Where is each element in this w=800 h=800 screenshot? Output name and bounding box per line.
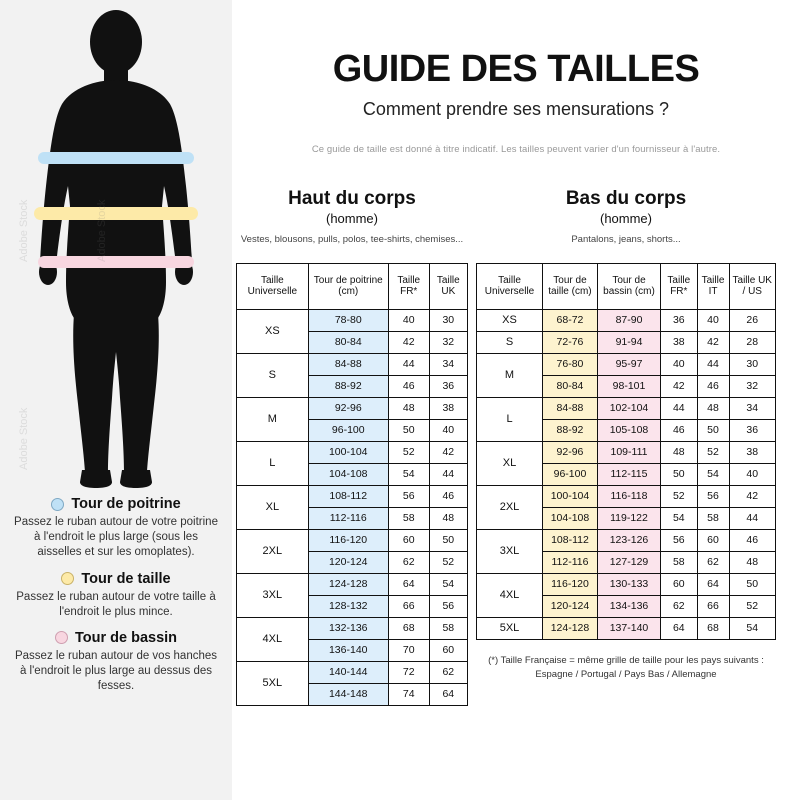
table-cell: 44 [697,353,729,375]
upper-body-table [236,263,468,706]
table-cell: 44 [729,507,776,529]
table-cell: 62 [388,551,429,573]
table-header-row [237,263,468,309]
table-cell: 40 [697,309,729,331]
footnote-text: (*) Taille Française = même grille de taille pour les pays suivants : Espagne / Portugal / Pays Bas / Allemagne [488,654,764,680]
size-universal-cell: 5XL [237,661,309,705]
column-header: Taille FR* [661,263,697,309]
size-universal-cell: M [477,353,543,397]
table-cell: 48 [697,397,729,419]
watermark: Adobe Stock [18,407,30,470]
table-cell: 50 [729,573,776,595]
table-cell: 130-133 [597,573,660,595]
table-cell: 48 [429,507,467,529]
table-cell: 102-104 [597,397,660,419]
table-cell: 62 [661,595,697,617]
size-universal-cell: M [237,397,309,441]
size-universal-cell: 5XL [477,617,543,639]
table-cell: 48 [661,441,697,463]
table-cell: 144-148 [308,683,388,705]
table-cell: 54 [429,573,467,595]
page-title: GUIDE DES TAILLES [332,48,700,90]
legend-title-text: Tour de taille [81,570,171,587]
hip-color-dot-icon [55,631,68,644]
table-cell: 124-128 [543,617,598,639]
table-cell: 88-92 [308,375,388,397]
table-cell: 40 [661,353,697,375]
header [232,0,800,155]
table-cell: 108-112 [308,485,388,507]
table-cell: 48 [388,397,429,419]
table-cell: 50 [661,463,697,485]
table-cell: 136-140 [308,639,388,661]
chest-color-dot-icon [51,498,64,511]
table-cell: 46 [429,485,467,507]
table-cell: 64 [429,683,467,705]
table-cell: 48 [729,551,776,573]
size-universal-cell: 2XL [237,529,309,573]
table-row [477,617,776,639]
table-row [477,573,776,595]
table-cell: 109-111 [597,441,660,463]
table-cell: 56 [697,485,729,507]
size-universal-cell: 3XL [477,529,543,573]
left-panel [0,0,232,800]
table-cell: 28 [729,331,776,353]
column-header: Taille Universelle [237,263,309,309]
column-header: Taille UK [429,263,467,309]
table-cell: 119-122 [597,507,660,529]
lower-body-section [476,188,776,706]
table-row [477,441,776,463]
table-cell: 50 [697,419,729,441]
size-universal-cell: L [477,397,543,441]
table-cell: 124-128 [308,573,388,595]
table-cell: 84-88 [308,353,388,375]
table-cell: 128-132 [308,595,388,617]
upper-table-description: Vestes, blousons, pulls, polos, tee-shirts, chemises... [240,234,464,245]
size-universal-cell: 2XL [477,485,543,529]
size-universal-cell: XL [477,441,543,485]
table-cell: 46 [729,529,776,551]
table-cell: 80-84 [543,375,598,397]
table-cell: 96-100 [543,463,598,485]
table-cell: 68 [388,617,429,639]
table-cell: 116-120 [308,529,388,551]
table-cell: 120-124 [543,595,598,617]
table-cell: 78-80 [308,309,388,331]
table-cell: 44 [388,353,429,375]
table-cell: 38 [729,441,776,463]
table-cell: 104-108 [543,507,598,529]
table-cell: 52 [661,485,697,507]
table-cell: 54 [729,617,776,639]
table-row [477,331,776,353]
lower-table-title: Bas du corps [565,188,687,209]
table-cell: 36 [661,309,697,331]
upper-table-title: Haut du corps [288,188,416,209]
table-row [477,529,776,551]
waist-band [34,207,198,220]
table-cell: 32 [729,375,776,397]
table-cell: 92-96 [543,441,598,463]
column-header: Taille Universelle [477,263,543,309]
table-cell: 60 [429,639,467,661]
table-cell: 42 [697,331,729,353]
table-cell: 72 [388,661,429,683]
size-universal-cell: XS [237,309,309,353]
table-row [237,441,468,463]
table-cell: 127-129 [597,551,660,573]
table-cell: 52 [697,441,729,463]
male-silhouette-svg [0,0,232,492]
table-cell: 42 [661,375,697,397]
disclaimer-text: Ce guide de taille est donné à titre indicatif. Les tailles peuvent varier d'un fournisseur à l'autre. [311,144,721,155]
waist-color-dot-icon [61,572,74,585]
lower-table-description: Pantalons, jeans, shorts... [571,234,681,245]
table-cell: 62 [429,661,467,683]
table-cell: 30 [429,309,467,331]
table-cell: 42 [729,485,776,507]
legend-title-text: Tour de bassin [74,629,178,646]
table-cell: 56 [388,485,429,507]
table-cell: 68-72 [543,309,598,331]
table-cell: 64 [697,573,729,595]
table-cell: 38 [661,331,697,353]
table-header-row [477,263,776,309]
table-cell: 120-124 [308,551,388,573]
legend-description: Passez le ruban autour de votre taille à l'endroit le plus mince. [16,590,216,618]
table-cell: 100-104 [308,441,388,463]
table-cell: 137-140 [597,617,660,639]
table-cell: 92-96 [308,397,388,419]
table-cell: 98-101 [597,375,660,397]
table-cell: 56 [661,529,697,551]
table-cell: 50 [388,419,429,441]
legend [0,492,232,704]
table-cell: 54 [697,463,729,485]
table-cell: 34 [729,397,776,419]
table-cell: 54 [388,463,429,485]
table-cell: 50 [429,529,467,551]
legend-item-hip [10,630,222,695]
table-cell: 46 [388,375,429,397]
legend-item-chest [10,496,222,561]
table-cell: 42 [429,441,467,463]
table-cell: 116-120 [543,573,598,595]
table-cell: 66 [388,595,429,617]
table-row [237,529,468,551]
size-universal-cell: L [237,441,309,485]
table-cell: 91-94 [597,331,660,353]
table-cell: 72-76 [543,331,598,353]
table-cell: 60 [697,529,729,551]
size-universal-cell: 3XL [237,573,309,617]
column-header: Taille IT [697,263,729,309]
table-row [237,485,468,507]
table-row [477,309,776,331]
size-universal-cell: 4XL [237,617,309,661]
table-row [237,353,468,375]
table-cell: 38 [429,397,467,419]
table-cell: 100-104 [543,485,598,507]
lower-table-subtitle: (homme) [599,211,652,226]
table-row [237,617,468,639]
table-cell: 60 [388,529,429,551]
table-cell: 36 [729,419,776,441]
size-universal-cell: S [477,331,543,353]
table-cell: 44 [661,397,697,419]
table-cell: 87-90 [597,309,660,331]
table-cell: 40 [388,309,429,331]
size-universal-cell: S [237,353,309,397]
upper-table-subtitle: (homme) [325,211,378,226]
table-cell: 134-136 [597,595,660,617]
table-cell: 30 [729,353,776,375]
table-cell: 64 [661,617,697,639]
table-cell: 64 [388,573,429,595]
column-header: Tour de taille (cm) [543,263,598,309]
column-header: Taille FR* [388,263,429,309]
upper-body-section [236,188,468,706]
table-row [477,353,776,375]
table-cell: 40 [729,463,776,485]
table-cell: 66 [697,595,729,617]
table-row [477,397,776,419]
table-row [237,397,468,419]
table-cell: 58 [429,617,467,639]
table-cell: 108-112 [543,529,598,551]
legend-description: Passez le ruban autour de vos hanches à l'endroit le plus large au dessus des fesses. [14,649,218,693]
table-cell: 84-88 [543,397,598,419]
table-cell: 46 [661,419,697,441]
table-cell: 140-144 [308,661,388,683]
table-cell: 46 [697,375,729,397]
legend-title-text: Tour de poitrine [71,496,181,512]
table-cell: 70 [388,639,429,661]
table-cell: 44 [429,463,467,485]
column-header: Tour de poitrine (cm) [308,263,388,309]
table-cell: 52 [388,441,429,463]
table-cell: 112-115 [597,463,660,485]
table-cell: 112-116 [543,551,598,573]
silhouette-illustration [0,0,232,492]
size-universal-cell: XS [477,309,543,331]
table-cell: 76-80 [543,353,598,375]
table-cell: 58 [697,507,729,529]
legend-description: Passez le ruban autour de votre poitrine à l'endroit le plus large (sous les aisselles et sur les omoplates). [14,516,218,559]
legend-item-waist [10,571,222,620]
table-cell: 58 [388,507,429,529]
table-cell: 123-126 [597,529,660,551]
table-cell: 88-92 [543,419,598,441]
lower-body-table [476,263,776,640]
watermark: Adobe Stock [18,199,30,262]
tables-area [232,188,800,706]
table-cell: 40 [429,419,467,441]
table-row [237,573,468,595]
table-cell: 42 [388,331,429,353]
table-cell: 68 [697,617,729,639]
page-subtitle: Comment prendre ses mensurations ? [362,99,670,119]
size-universal-cell: XL [237,485,309,529]
table-cell: 52 [729,595,776,617]
table-cell: 52 [429,551,467,573]
table-cell: 116-118 [597,485,660,507]
table-cell: 112-116 [308,507,388,529]
size-universal-cell: 4XL [477,573,543,617]
table-cell: 105-108 [597,419,660,441]
table-cell: 104-108 [308,463,388,485]
table-cell: 95-97 [597,353,660,375]
hip-band [38,256,194,268]
table-cell: 56 [429,595,467,617]
table-cell: 96-100 [308,419,388,441]
table-cell: 58 [661,551,697,573]
table-cell: 60 [661,573,697,595]
table-cell: 62 [697,551,729,573]
table-cell: 74 [388,683,429,705]
table-cell: 54 [661,507,697,529]
column-header: Taille UK / US [729,263,776,309]
table-cell: 34 [429,353,467,375]
table-row [237,309,468,331]
table-cell: 80-84 [308,331,388,353]
table-row [477,485,776,507]
table-cell: 132-136 [308,617,388,639]
table-cell: 26 [729,309,776,331]
column-header: Tour de bassin (cm) [597,263,660,309]
table-cell: 32 [429,331,467,353]
table-row [237,661,468,683]
table-cell: 36 [429,375,467,397]
chest-band [38,152,194,164]
